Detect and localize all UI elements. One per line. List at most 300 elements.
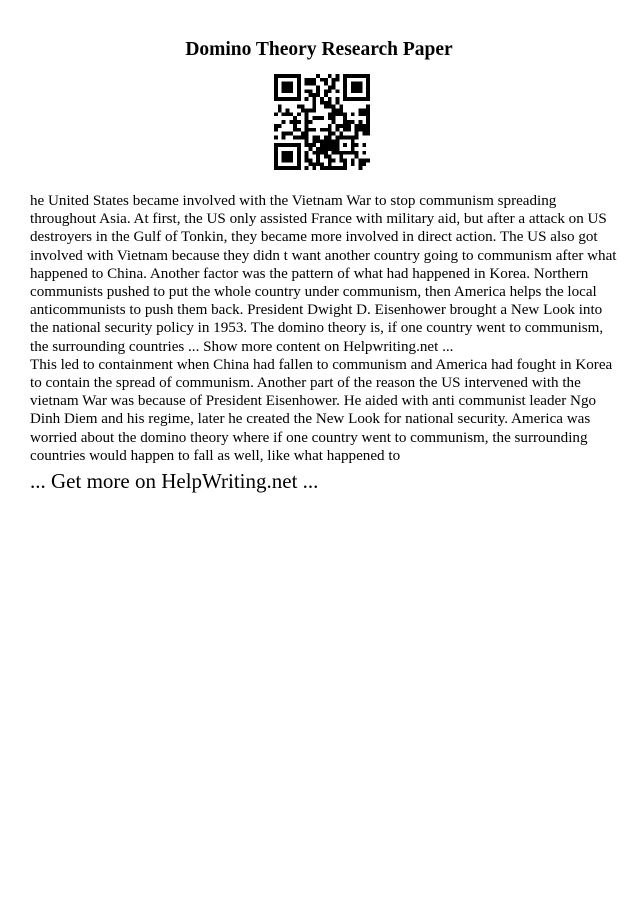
qr-module (305, 97, 309, 101)
qr-module (309, 128, 313, 132)
qr-module (282, 120, 286, 124)
qr-module (324, 151, 328, 155)
qr-module (289, 74, 293, 78)
qr-module (305, 116, 309, 120)
qr-code-graphic (274, 74, 370, 170)
qr-module (328, 128, 332, 132)
qr-module (289, 89, 293, 93)
qr-module (347, 124, 351, 128)
qr-module (316, 89, 320, 93)
qr-module (366, 82, 370, 86)
qr-module (293, 116, 297, 120)
qr-module (339, 166, 343, 170)
qr-module (328, 147, 332, 151)
qr-module (335, 135, 339, 139)
qr-module (335, 101, 339, 105)
qr-module (332, 112, 336, 116)
qr-module (286, 89, 290, 93)
qr-module (332, 116, 336, 120)
qr-module (286, 155, 290, 159)
qr-module (332, 78, 336, 82)
qr-module (316, 116, 320, 120)
qr-module (328, 166, 332, 170)
qr-module (328, 112, 332, 116)
qr-module (332, 109, 336, 113)
qr-module (289, 120, 293, 124)
qr-module (293, 120, 297, 124)
qr-module (282, 97, 286, 101)
qr-code-icon (274, 74, 370, 170)
qr-module (328, 86, 332, 90)
qr-module (358, 162, 362, 166)
qr-module (305, 128, 309, 132)
qr-module (282, 86, 286, 90)
qr-module (343, 89, 347, 93)
qr-module (312, 166, 316, 170)
qr-module (297, 162, 301, 166)
qr-module (309, 109, 313, 113)
qr-module (282, 82, 286, 86)
qr-module (328, 97, 332, 101)
qr-module (343, 93, 347, 97)
qr-module (286, 74, 290, 78)
qr-module (316, 151, 320, 155)
qr-module (343, 135, 347, 139)
qr-module (347, 135, 351, 139)
qr-module (312, 116, 316, 120)
qr-module (297, 120, 301, 124)
qr-module (347, 120, 351, 124)
qr-module (289, 112, 293, 116)
qr-module (320, 166, 324, 170)
qr-module (305, 89, 309, 93)
qr-module (274, 143, 278, 147)
qr-module (320, 147, 324, 151)
qr-module (297, 147, 301, 151)
qr-module (309, 82, 313, 86)
qr-module (320, 139, 324, 143)
qr-module (358, 166, 362, 170)
qr-module (358, 109, 362, 113)
qr-module (297, 105, 301, 109)
qr-module (293, 97, 297, 101)
qr-module (332, 158, 336, 162)
qr-module (362, 132, 366, 136)
qr-module (274, 155, 278, 159)
qr-module (328, 89, 332, 93)
qr-module (274, 124, 278, 128)
qr-module (355, 97, 359, 101)
qr-module (274, 82, 278, 86)
qr-module (343, 74, 347, 78)
qr-module (335, 128, 339, 132)
qr-module (324, 128, 328, 132)
qr-module (362, 162, 366, 166)
qr-module (297, 97, 301, 101)
qr-module (351, 74, 355, 78)
qr-module (366, 128, 370, 132)
qr-module (297, 89, 301, 93)
qr-module (324, 143, 328, 147)
qr-module (339, 135, 343, 139)
qr-module (278, 74, 282, 78)
qr-module (343, 158, 347, 162)
qr-module (351, 89, 355, 93)
qr-module (366, 158, 370, 162)
qr-module (347, 74, 351, 78)
qr-module (305, 135, 309, 139)
qr-module (297, 135, 301, 139)
qr-module (355, 128, 359, 132)
qr-module (328, 139, 332, 143)
qr-module (366, 93, 370, 97)
qr-module (358, 112, 362, 116)
qr-module (316, 139, 320, 143)
qr-module (332, 120, 336, 124)
qr-module (305, 158, 309, 162)
qr-module (332, 166, 336, 170)
qr-module (343, 112, 347, 116)
get-more-link[interactable]: ... Get more on HelpWriting.net ... (30, 469, 319, 493)
qr-module (278, 105, 282, 109)
qr-module (274, 112, 278, 116)
qr-module (286, 112, 290, 116)
qr-module (320, 151, 324, 155)
qr-module (305, 151, 309, 155)
qr-module (289, 132, 293, 136)
qr-module (316, 135, 320, 139)
qr-module (309, 120, 313, 124)
qr-module (358, 120, 362, 124)
qr-module (347, 151, 351, 155)
qr-module (274, 86, 278, 90)
qr-module (274, 162, 278, 166)
qr-module (328, 135, 332, 139)
qr-module (366, 132, 370, 136)
qr-module (328, 132, 332, 136)
qr-module (328, 101, 332, 105)
qr-module (293, 166, 297, 170)
qr-module (312, 135, 316, 139)
qr-module (286, 82, 290, 86)
qr-module (366, 109, 370, 113)
qr-module (286, 97, 290, 101)
qr-module (366, 116, 370, 120)
qr-module (351, 147, 355, 151)
qr-module (305, 139, 309, 143)
qr-module (278, 109, 282, 113)
qr-module (301, 132, 305, 136)
qr-module (293, 135, 297, 139)
qr-module (343, 166, 347, 170)
qr-module (305, 143, 309, 147)
qr-module (274, 93, 278, 97)
qr-module (278, 124, 282, 128)
qr-module (347, 97, 351, 101)
qr-module (343, 128, 347, 132)
qr-module (274, 78, 278, 82)
qr-module (289, 158, 293, 162)
qr-module (274, 74, 278, 78)
qr-module (328, 124, 332, 128)
qr-module (351, 135, 355, 139)
qr-module (335, 143, 339, 147)
qr-module (332, 139, 336, 143)
qr-module (335, 151, 339, 155)
qr-module (324, 147, 328, 151)
qr-module (301, 135, 305, 139)
qr-module (320, 97, 324, 101)
paragraph-2: This led to containment when China had fallen to communism and America had fought in Korea to contain the spread of communism. Another part of the reason the US intervened with the vietnam War was because of President Eisenhower. He aided with anti communist leader Ngo Dinh Diem and his regime, later he created the New Look for national security. America was worried about the domino theory where if one country went to communism, the surrounding countries would happen to fall as well, like what happened to (30, 356, 613, 464)
qr-module (316, 86, 320, 90)
qr-module (274, 89, 278, 93)
qr-module (366, 105, 370, 109)
qr-module (316, 93, 320, 97)
qr-module (297, 128, 301, 132)
qr-module (305, 120, 309, 124)
qr-module (274, 151, 278, 155)
qr-module (297, 82, 301, 86)
qr-module (274, 135, 278, 139)
qr-module (297, 158, 301, 162)
qr-module (366, 89, 370, 93)
qr-module (351, 158, 355, 162)
qr-module (297, 93, 301, 97)
qr-module (328, 116, 332, 120)
qr-module (339, 109, 343, 113)
qr-module (274, 158, 278, 162)
qr-module (316, 74, 320, 78)
qr-module (362, 158, 366, 162)
qr-module (355, 132, 359, 136)
qr-module (362, 97, 366, 101)
article-body (30, 192, 618, 465)
qr-module (297, 155, 301, 159)
qr-module (324, 101, 328, 105)
qr-module (309, 78, 313, 82)
qr-module (278, 143, 282, 147)
qr-module (324, 78, 328, 82)
qr-module (366, 74, 370, 78)
qr-module (366, 112, 370, 116)
qr-module (362, 128, 366, 132)
qr-module (309, 93, 313, 97)
qr-module (293, 128, 297, 132)
qr-module (305, 82, 309, 86)
qr-module (282, 74, 286, 78)
qr-module (324, 89, 328, 93)
qr-module (335, 89, 339, 93)
qr-module (339, 158, 343, 162)
qr-module (286, 132, 290, 136)
qr-module (297, 143, 301, 147)
qr-module (328, 74, 332, 78)
qr-module (324, 105, 328, 109)
qr-module (355, 124, 359, 128)
qr-module (289, 82, 293, 86)
qr-module (332, 82, 336, 86)
qr-module (355, 143, 359, 147)
qr-module (297, 151, 301, 155)
qr-module (362, 109, 366, 113)
qr-module (320, 78, 324, 82)
qr-module (278, 166, 282, 170)
qr-module (358, 82, 362, 86)
qr-module (320, 162, 324, 166)
qr-module (305, 112, 309, 116)
qr-module (332, 132, 336, 136)
qr-module (297, 112, 301, 116)
qr-module (351, 82, 355, 86)
qr-module (286, 143, 290, 147)
qr-module (324, 139, 328, 143)
page-title: Domino Theory Research Paper (185, 39, 453, 60)
qr-module (351, 143, 355, 147)
qr-module (312, 93, 316, 97)
qr-module (366, 124, 370, 128)
qr-module (289, 155, 293, 159)
qr-module (312, 78, 316, 82)
qr-module (312, 101, 316, 105)
qr-module (355, 89, 359, 93)
qr-module (351, 97, 355, 101)
qr-module (343, 120, 347, 124)
qr-module (335, 74, 339, 78)
qr-module (312, 162, 316, 166)
qr-module (328, 143, 332, 147)
qr-module (316, 162, 320, 166)
qr-module (305, 132, 309, 136)
qr-module (332, 143, 336, 147)
qr-module (297, 166, 301, 170)
qr-module (309, 147, 313, 151)
qr-module (343, 86, 347, 90)
qr-module (289, 166, 293, 170)
qr-module (286, 158, 290, 162)
qr-module (339, 105, 343, 109)
qr-module (358, 86, 362, 90)
qr-module (297, 78, 301, 82)
qr-module (335, 166, 339, 170)
qr-module (358, 74, 362, 78)
qr-module (355, 151, 359, 155)
qr-module (312, 151, 316, 155)
qr-module (351, 139, 355, 143)
qr-module (289, 86, 293, 90)
qr-module (282, 112, 286, 116)
qr-module (289, 151, 293, 155)
qr-module (328, 162, 332, 166)
qr-module (339, 151, 343, 155)
qr-module (282, 132, 286, 136)
qr-module (366, 120, 370, 124)
qr-module (289, 97, 293, 101)
qr-module (309, 158, 313, 162)
qr-module (355, 135, 359, 139)
qr-module (351, 112, 355, 116)
qr-module (320, 101, 324, 105)
qr-module (305, 155, 309, 159)
qr-module (324, 135, 328, 139)
qr-module (366, 97, 370, 101)
qr-module (343, 97, 347, 101)
qr-module (293, 143, 297, 147)
qr-module (358, 128, 362, 132)
qr-module (312, 105, 316, 109)
qr-module (362, 143, 366, 147)
qr-module (282, 89, 286, 93)
qr-module (282, 151, 286, 155)
qr-module (335, 78, 339, 82)
qr-module (328, 158, 332, 162)
qr-module (282, 166, 286, 170)
qr-module (286, 109, 290, 113)
qr-module (309, 162, 313, 166)
qr-module (282, 135, 286, 139)
qr-module (335, 109, 339, 113)
qr-module (351, 120, 355, 124)
qr-module (358, 97, 362, 101)
qr-module (335, 139, 339, 143)
qr-module (301, 109, 305, 113)
qr-module (286, 86, 290, 90)
qr-module (366, 86, 370, 90)
qr-module (297, 74, 301, 78)
qr-module (335, 112, 339, 116)
qr-module (305, 109, 309, 113)
qr-module (355, 155, 359, 159)
qr-module (332, 151, 336, 155)
qr-module (332, 147, 336, 151)
qr-module (343, 78, 347, 82)
qr-module (328, 105, 332, 109)
qr-module (335, 147, 339, 151)
qr-module (289, 143, 293, 147)
qr-module (328, 155, 332, 159)
qr-module (358, 89, 362, 93)
qr-module (312, 109, 316, 113)
qr-module (309, 89, 313, 93)
qr-module (320, 128, 324, 132)
qr-module (355, 82, 359, 86)
qr-module (347, 128, 351, 132)
qr-module (339, 132, 343, 136)
qr-module (355, 86, 359, 90)
qr-module (343, 82, 347, 86)
qr-module (312, 143, 316, 147)
qr-module (351, 151, 355, 155)
paragraph-1: he United States became involved with the Vietnam War to stop communism spreading throughout Asia. At first, the US only assisted France with military aid, but after a attack on US destroyers in the Gulf of Tonkin, they became more involved in direct action. The US also got involved with Vietnam because they didn t want another country going to communism after what happened to China. Another factor was the pattern of what had happened in Korea. Northern communists pushed to put the whole country under communism, then America helps the local anticommunists to push them back. President Dwight D. Eisenhower brought a New Look into the national security policy in 1953. The domino theory is, if one country went to communism, the surrounding countries ... Show more content on Helpwriting.net ... (30, 193, 617, 355)
qr-module (305, 78, 309, 82)
qr-module (324, 93, 328, 97)
qr-module (339, 155, 343, 159)
qr-module (286, 166, 290, 170)
qr-module (320, 116, 324, 120)
qr-module (305, 166, 309, 170)
qr-module (339, 112, 343, 116)
qr-module (286, 151, 290, 155)
qr-module (282, 155, 286, 159)
qr-module (343, 116, 347, 120)
qr-module (339, 124, 343, 128)
qr-module (324, 155, 328, 159)
qr-module (332, 105, 336, 109)
qr-module (343, 124, 347, 128)
qr-module (316, 155, 320, 159)
qr-module (312, 97, 316, 101)
qr-module (351, 162, 355, 166)
qr-module (320, 143, 324, 147)
